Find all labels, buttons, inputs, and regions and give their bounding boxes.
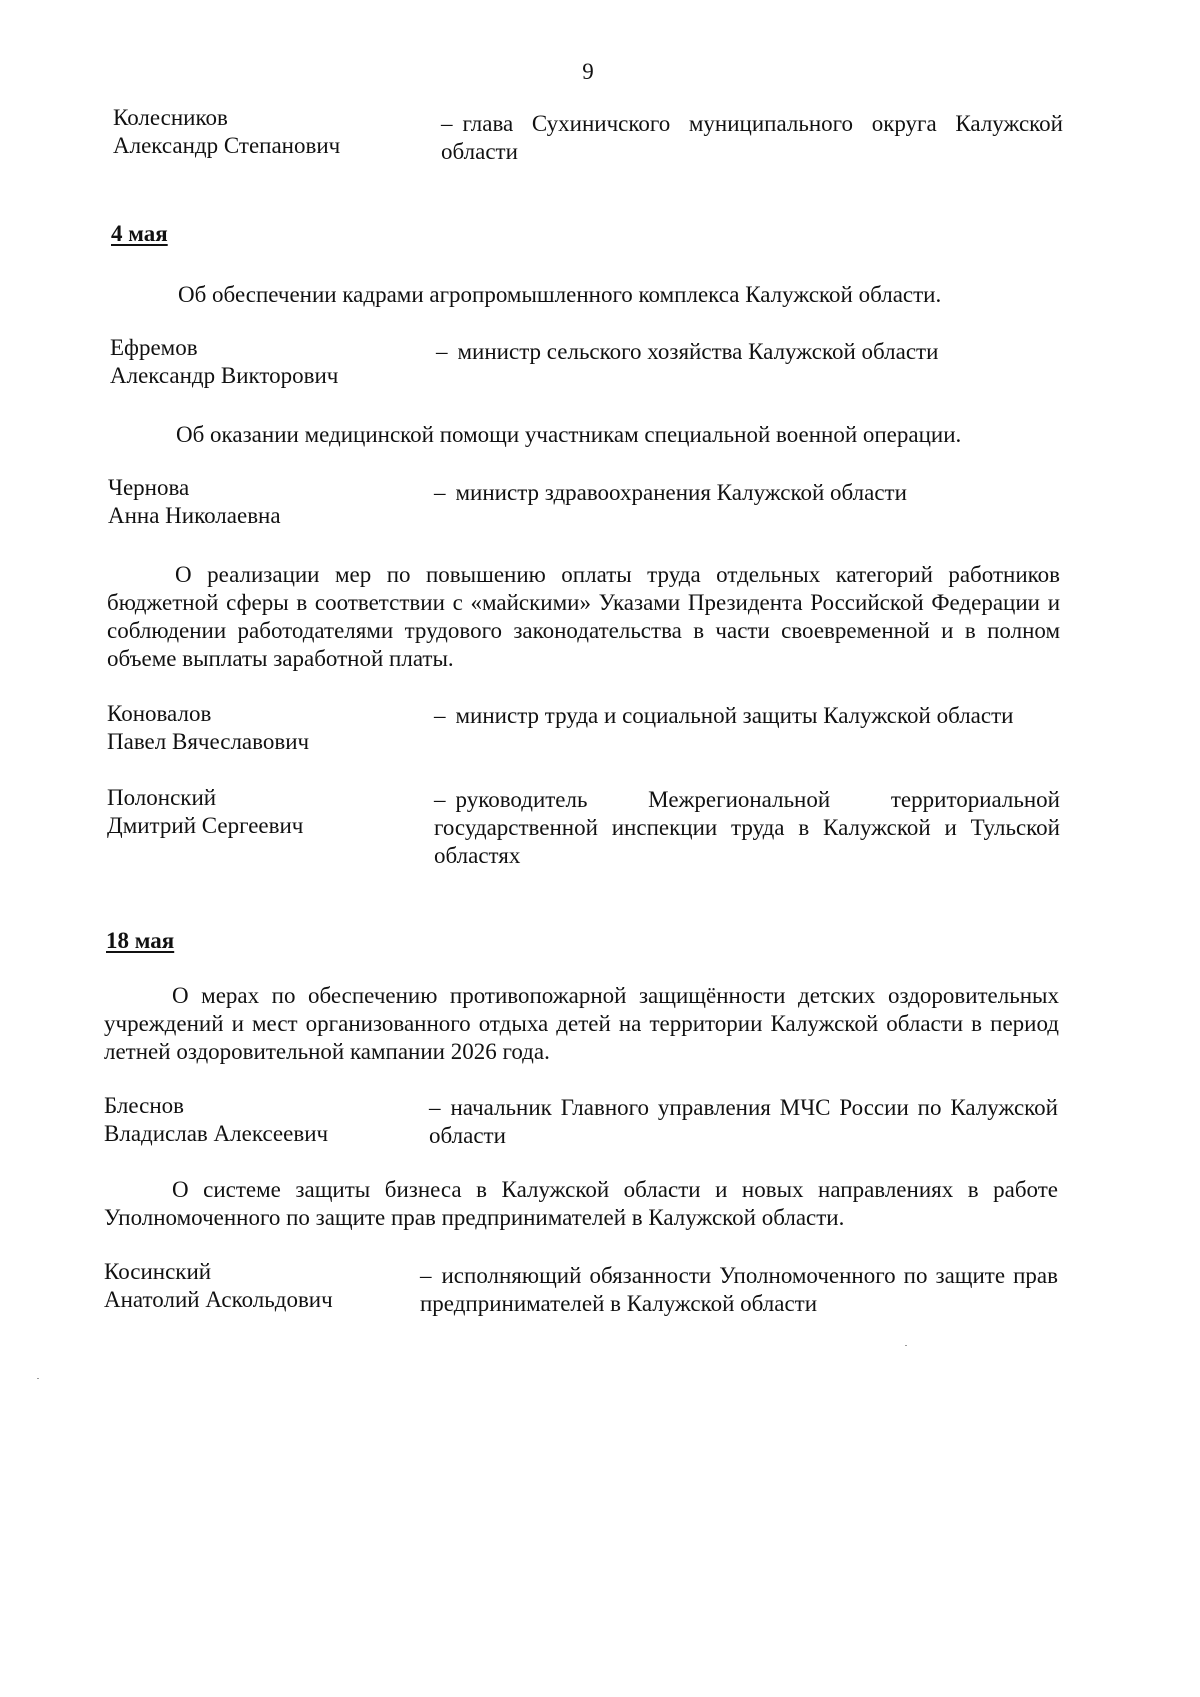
speaker-last-name: Полонский (107, 785, 217, 810)
speaker-role-text: министр труда и социальной защиты Калужской области (455, 703, 1014, 728)
speaker-role (434, 786, 1060, 870)
agenda-topic (110, 281, 1060, 309)
speaker-last-name: Косинский (104, 1259, 212, 1284)
agenda-topic-text: О мерах по обеспечению противопожарной защищённости детских оздоровительных учреждений и мест организованного отдыха детей на территории Калужской области в период летней оздоровительной кампании 2026 года. (104, 983, 1059, 1064)
speaker-name (104, 1092, 328, 1148)
speaker-role-text: глава Сухиничского муниципального округа Калужской области (441, 111, 1063, 164)
speaker-first-name: Анна Николаевна (108, 503, 281, 528)
agenda-topic (107, 561, 1060, 673)
speaker-last-name: Чернова (108, 475, 190, 500)
role-dash: – (434, 787, 446, 812)
speaker-last-name: Ефремов (110, 335, 198, 360)
speaker-first-name: Александр Викторович (110, 363, 339, 388)
speaker-role-text: начальник Главного управления МЧС России по Калужской области (429, 1095, 1058, 1148)
role-dash: – (436, 339, 448, 364)
role-dash: – (434, 480, 446, 505)
agenda-topic (104, 982, 1059, 1066)
page-number: 9 (582, 59, 594, 84)
speaker-last-name: Блеснов (104, 1093, 185, 1118)
agenda-topic-text: О реализации мер по повышению оплаты труда отдельных категорий работников бюджетной сферы в соответствии с «майскими» Указами Президента Российской Федерации и соблюдении работодателями трудового законодательства в части своевременной и в полном объеме выплаты заработной платы. (107, 562, 1060, 671)
speaker-name (113, 104, 340, 160)
speaker-name (108, 474, 281, 530)
agenda-topic (108, 421, 1063, 449)
speaker-name (110, 334, 338, 390)
speaker-role (434, 479, 1060, 507)
speaker-name (107, 784, 303, 840)
role-dash: – (441, 111, 453, 136)
speaker-name (107, 700, 309, 756)
speaker-role (429, 1094, 1058, 1150)
speaker-first-name: Павел Вячеславович (107, 729, 310, 754)
speaker-last-name: Колесников (113, 105, 228, 130)
speaker-role (436, 338, 1060, 366)
speaker-last-name: Коновалов (107, 701, 212, 726)
speaker-role-text: руководитель Межрегиональной территориальной государственной инспекции труда в Калужской и Тульской областях (434, 787, 1060, 868)
speaker-role-text: исполняющий обязанности Уполномоченного по защите прав предпринимателей в Калужской области (420, 1263, 1058, 1316)
role-dash: – (420, 1263, 432, 1288)
speaker-first-name: Владислав Алексеевич (104, 1121, 329, 1146)
agenda-topic-text: Об оказании медицинской помощи участникам специальной военной операции. (176, 422, 962, 447)
agenda-topic (104, 1176, 1058, 1232)
speaker-role (434, 702, 1060, 730)
speaker-role (441, 110, 1063, 166)
speaker-first-name: Анатолий Аскольдович (104, 1287, 333, 1312)
scan-speck (37, 1378, 39, 1379)
role-dash: – (434, 703, 446, 728)
role-dash: – (429, 1095, 441, 1120)
speaker-role (420, 1262, 1058, 1318)
speaker-first-name: Дмитрий Сергеевич (107, 813, 304, 838)
section-date-4-may: 4 мая (111, 221, 168, 246)
section-date-18-may: 18 мая (106, 928, 175, 953)
agenda-topic-text: О системе защиты бизнеса в Калужской области и новых направлениях в работе Уполномоченного по защите прав предпринимателей в Калужской области. (104, 1177, 1058, 1230)
speaker-name (104, 1258, 333, 1314)
scan-speck (905, 1345, 907, 1346)
speaker-role-text: министр здравоохранения Калужской области (455, 480, 907, 505)
speaker-role-text: министр сельского хозяйства Калужской области (457, 339, 939, 364)
agenda-topic-text: Об обеспечении кадрами агропромышленного комплекса Калужской области. (178, 282, 942, 307)
speaker-first-name: Александр Степанович (113, 133, 341, 158)
